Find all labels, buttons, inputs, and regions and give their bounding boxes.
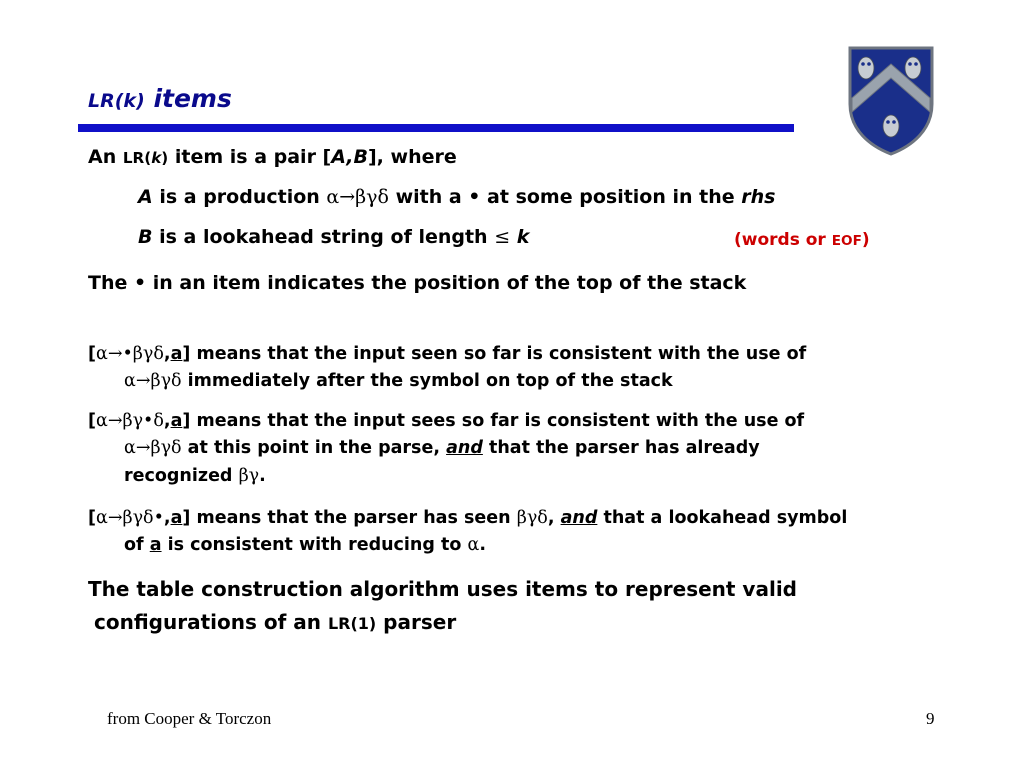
item1-a: a (170, 344, 183, 364)
item2-a: a (170, 411, 183, 431)
item1-text: ] means that the input seen so far is consistent with the use of (182, 344, 807, 364)
intro-ab: A,B (331, 146, 368, 168)
intro-text-e: item is a pair [ (168, 146, 332, 168)
slide-title (88, 84, 232, 113)
item1-text-2: immediately after the symbol on top of the stack (181, 371, 673, 391)
item2-text: ] means that the input sees so far is consistent with the use of (182, 411, 805, 431)
item3-greek: α→βγδ• (96, 508, 164, 528)
item3-text: ] means that the parser has seen (182, 508, 517, 528)
words-or-eof-note (734, 230, 870, 250)
production-greek: α→βγδ (326, 186, 389, 208)
table-lr1: LR(1) (327, 614, 377, 633)
table-line1: The table construction algorithm uses items to represent valid (88, 577, 797, 601)
title-lr: LR( (88, 90, 124, 112)
lookahead-b: B (138, 226, 153, 248)
item2-text-2: at this point in the parse, (181, 438, 447, 458)
item2-bracket: [ (88, 411, 96, 431)
table-text-a: configurations of an (94, 610, 328, 634)
item3-line1 (88, 508, 847, 528)
item1-greek-2: α→βγδ (124, 371, 182, 391)
item3-greek-2: βγδ (516, 508, 548, 528)
lookahead-k: k (516, 226, 530, 248)
item3-and: and (560, 508, 598, 528)
note-eof: EOF (831, 233, 862, 249)
item2-line2 (124, 438, 760, 458)
item2-recognized: recognized (124, 466, 239, 486)
item1-bracket: [ (88, 344, 96, 364)
note-paren: ) (861, 230, 870, 250)
item3-a-2: a (149, 535, 162, 555)
production-rhs: rhs (741, 186, 776, 208)
intro-k: k (151, 149, 162, 167)
item3-text-2: that a lookahead symbol (597, 508, 848, 528)
stack-line: The • in an item indicates the position of the top of the stack (88, 272, 747, 294)
item2-line1 (88, 411, 804, 431)
title-items: items (144, 84, 232, 113)
lookahead-space (510, 226, 517, 248)
intro-text-g: ], where (368, 146, 457, 168)
item3-line2 (124, 535, 486, 555)
footer-source: from Cooper & Torczon (107, 709, 272, 728)
note-text-a: (words or (734, 230, 832, 250)
item1-line2 (124, 371, 673, 391)
item3-period: . (479, 535, 486, 555)
title-paren: ) (136, 90, 145, 112)
item2-line3 (124, 466, 266, 486)
item1-comma: , (163, 344, 171, 364)
lookahead-text: is a lookahead string of length (152, 226, 495, 248)
lookahead-line (138, 226, 529, 248)
item2-greek: α→βγ•δ (96, 411, 164, 431)
item2-greek-2: α→βγδ (124, 438, 182, 458)
production-text: is a production (152, 186, 327, 208)
table-line2 (94, 610, 456, 634)
item3-comma: , (163, 508, 171, 528)
intro-paren: ) (161, 149, 169, 167)
lookahead-leq: ≤ (494, 226, 511, 248)
item2-period: . (259, 466, 266, 486)
title-rule (78, 124, 794, 132)
intro-lr: LR( (122, 149, 152, 167)
owl-shield-crest-icon (846, 42, 936, 157)
item3-of: of (124, 535, 150, 555)
item3-text-3: is consistent with reducing to (161, 535, 468, 555)
item1-greek: α→•βγδ (96, 344, 164, 364)
page-number: 9 (926, 709, 935, 728)
item2-and: and (446, 438, 483, 458)
production-a: A (138, 186, 153, 208)
production-line (138, 186, 775, 208)
item3-bracket: [ (88, 508, 96, 528)
item1-line1 (88, 344, 806, 364)
item3-a: a (170, 508, 183, 528)
intro-line (88, 146, 457, 168)
item3-comma-2: , (547, 508, 561, 528)
title-k: k (123, 90, 137, 112)
intro-text-a: An (88, 146, 123, 168)
item2-greek-3: βγ (238, 466, 260, 486)
table-parser: parser (376, 610, 457, 634)
item3-alpha: α (467, 535, 480, 555)
production-text-d: with a • at some position in the (388, 186, 742, 208)
item2-text-3: that the parser has already (482, 438, 760, 458)
item2-comma: , (163, 411, 171, 431)
